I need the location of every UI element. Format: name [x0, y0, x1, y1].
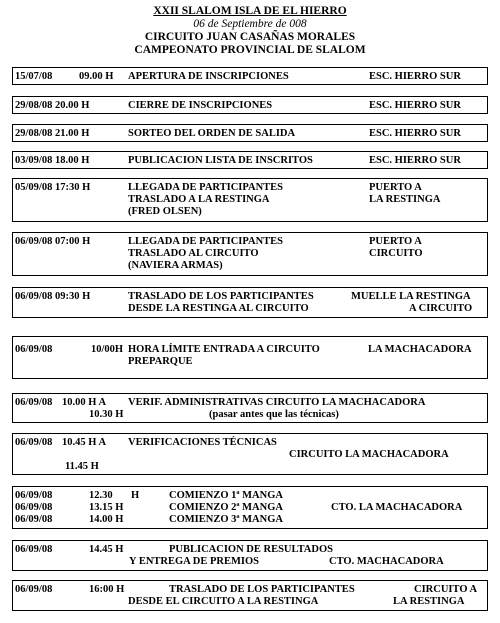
schedule-row	[12, 124, 488, 142]
row-event: PREPARQUE	[128, 356, 193, 367]
row-place: CTO. MACHACADORA	[329, 556, 444, 567]
row-time: 10.45 H A	[62, 437, 107, 448]
document-title: XXII SLALOM ISLA DE EL HIERRO	[153, 5, 347, 17]
row-place: CIRCUITO A	[414, 584, 478, 595]
row-date: 29/08/08	[15, 100, 53, 111]
row-time: 18.00 H	[55, 155, 90, 166]
schedule-row	[12, 232, 488, 276]
row-date: 06/09/08	[15, 397, 53, 408]
row-place: A CIRCUITO	[409, 303, 473, 314]
row-date: 05/09/08	[15, 182, 53, 193]
row-event: TRASLADO DE LOS PARTICIPANTES	[169, 584, 355, 595]
row-date: 03/09/08	[15, 155, 53, 166]
row-date: 06/09/08	[15, 514, 53, 525]
row-time: 09.00 H	[79, 71, 114, 82]
row-event: PUBLICACION DE RESULTADOS	[169, 544, 333, 555]
row-place: ESC. HIERRO SUR	[369, 100, 461, 111]
row-time: 07:00 H	[55, 236, 91, 247]
row-event: (FRED OLSEN)	[128, 206, 202, 217]
championship-name: CAMPEONATO PROVINCIAL DE SLALOM	[134, 44, 366, 56]
row-time: 20.00 H	[55, 100, 90, 111]
schedule-row	[12, 96, 488, 114]
row-date: 06/09/08	[15, 584, 53, 595]
row-place: ESC. HIERRO SUR	[369, 71, 461, 82]
schedule-row	[12, 287, 488, 318]
schedule-row	[12, 433, 488, 475]
row-time: 21.00 H	[55, 128, 90, 139]
schedule-row	[12, 580, 488, 611]
row-event: TRASLADO DE LOS PARTICIPANTES	[128, 291, 314, 302]
row-date: 15/07/08	[15, 71, 53, 82]
event-date: 06 de Septiembre de 008	[193, 18, 307, 30]
schedule-row	[12, 486, 488, 529]
row-date: 06/09/08	[15, 236, 53, 247]
row-time: 10.30 H	[89, 409, 124, 420]
schedule-row	[12, 178, 488, 222]
row-event: SORTEO DEL ORDEN DE SALIDA	[128, 128, 296, 139]
row-event: DESDE LA RESTINGA AL CIRCUITO	[128, 303, 309, 314]
row-date: 06/09/08	[15, 291, 53, 302]
row-place: LA RESTINGA	[393, 596, 465, 607]
row-time: 10/00H	[91, 344, 124, 355]
row-time: 09:30 H	[55, 291, 91, 302]
row-place: CIRCUITO LA MACHACADORA	[289, 449, 449, 460]
row-event: Y ENTREGA DE PREMIOS	[129, 556, 260, 567]
row-place: LA MACHACADORA	[368, 344, 472, 355]
row-event: TRASLADO A LA RESTINGA	[128, 194, 270, 205]
row-time: 13.15 H	[89, 502, 124, 513]
row-event: (NAVIERA ARMAS)	[128, 260, 223, 271]
row-event: LLEGADA DE PARTICIPANTES	[128, 236, 284, 247]
row-time: 14.00 H	[89, 514, 124, 525]
row-date: 06/09/08	[15, 490, 53, 501]
row-event: VERIF. ADMINISTRATIVAS CIRCUITO LA MACHACADORA	[128, 397, 426, 408]
row-event: COMIENZO 3ª MANGA	[169, 514, 283, 525]
row-event: APERTURA DE INSCRIPCIONES	[128, 71, 289, 82]
row-place: MUELLE LA RESTINGA	[351, 291, 471, 302]
schedule-row	[12, 540, 488, 571]
schedule-row	[12, 151, 488, 169]
row-time: 10.00 H A	[62, 397, 107, 408]
row-date: 29/08/08	[15, 128, 53, 139]
row-time: 16:00 H	[89, 584, 125, 595]
row-time: 14.45 H	[89, 544, 124, 555]
row-event: LLEGADA DE PARTICIPANTES	[128, 182, 284, 193]
row-event: COMIENZO 2ª MANGA	[169, 502, 283, 513]
row-event: CIERRE DE INSCRIPCIONES	[128, 100, 273, 111]
row-time: 11.45 H	[65, 461, 99, 472]
schedule-row	[12, 336, 488, 379]
row-place: PUERTO A	[369, 182, 422, 193]
row-event: DESDE EL CIRCUITO A LA RESTINGA	[128, 596, 319, 607]
row-time: 17:30 H	[55, 182, 91, 193]
row-date: 06/09/08	[15, 544, 53, 555]
row-event: TRASLADO AL CIRCUITO	[128, 248, 259, 259]
schedule-row	[12, 67, 488, 85]
row-event: PUBLICACION LISTA DE INSCRITOS	[128, 155, 313, 166]
row-time: 12.30	[89, 490, 113, 501]
row-place: CIRCUITO	[369, 248, 423, 259]
row-place: PUERTO A	[369, 236, 422, 247]
row-date: 06/09/08	[15, 437, 53, 448]
row-event: COMIENZO 1ª MANGA	[169, 490, 283, 501]
row-time-unit: H	[131, 490, 140, 501]
circuit-name: CIRCUITO JUAN CASAÑAS MORALES	[144, 31, 356, 43]
row-date: 06/09/08	[15, 502, 53, 513]
row-event: VERIFICACIONES TÉCNICAS	[128, 437, 277, 448]
row-place: LA RESTINGA	[369, 194, 441, 205]
row-place: ESC. HIERRO SUR	[369, 155, 461, 166]
row-note: (pasar antes que las técnicas)	[209, 409, 339, 420]
row-event: HORA LÍMITE ENTRADA A CIRCUITO	[128, 344, 320, 355]
schedule-row	[12, 393, 488, 423]
row-date: 06/09/08	[15, 344, 53, 355]
row-place: ESC. HIERRO SUR	[369, 128, 461, 139]
row-place: CTO. LA MACHACADORA	[331, 502, 463, 513]
